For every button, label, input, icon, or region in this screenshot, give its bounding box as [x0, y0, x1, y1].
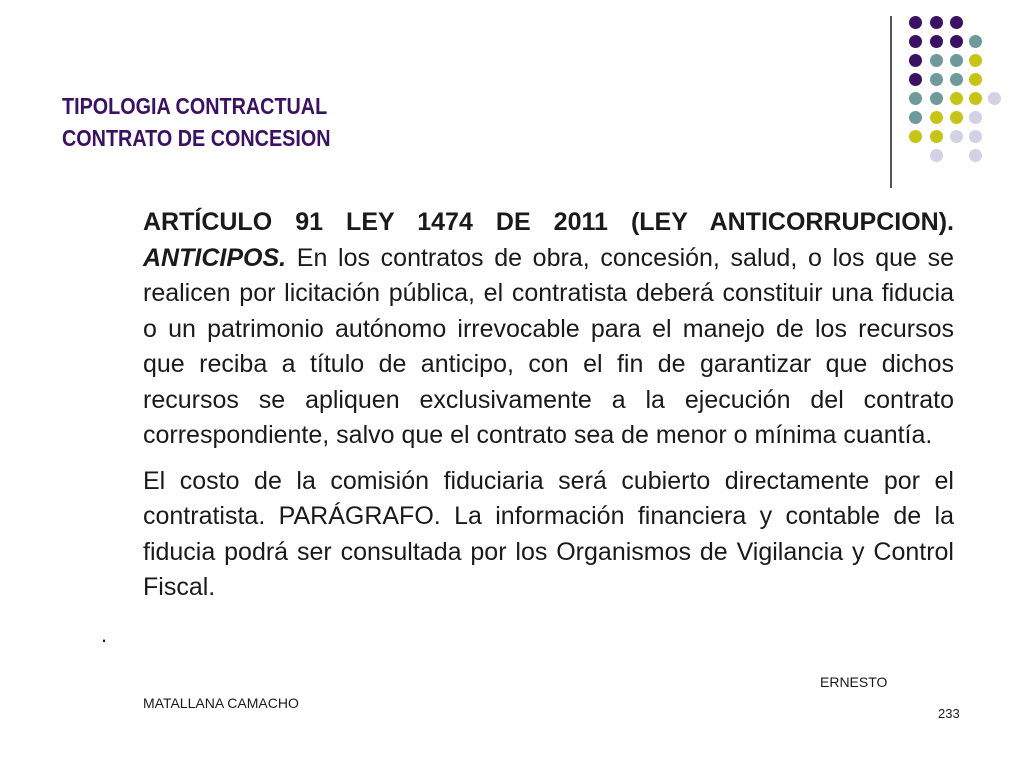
- dot: [930, 149, 943, 162]
- dot: [909, 111, 922, 124]
- dot: [969, 54, 982, 67]
- dot: [930, 130, 943, 143]
- dot: [969, 130, 982, 143]
- dot: [909, 54, 922, 67]
- author-last-name: MATALLANA CAMACHO: [143, 695, 299, 711]
- dot: [930, 35, 943, 48]
- dot: [950, 130, 963, 143]
- dot: [930, 73, 943, 86]
- dot: [969, 111, 982, 124]
- dot: [909, 130, 922, 143]
- dot: [969, 92, 982, 105]
- dot: [909, 35, 922, 48]
- dot: [950, 73, 963, 86]
- dot: [950, 92, 963, 105]
- article-paragraph-1: [143, 205, 954, 454]
- dot: [930, 92, 943, 105]
- title-line-1: TIPOLOGIA CONTRACTUAL: [62, 93, 328, 119]
- page-number: 233: [938, 706, 960, 721]
- dot: [969, 149, 982, 162]
- dot: [909, 92, 922, 105]
- article-subheading: ANTICIPOS.: [143, 243, 287, 272]
- dot: [909, 73, 922, 86]
- dot: [930, 111, 943, 124]
- dot: [950, 16, 963, 29]
- dot: [950, 54, 963, 67]
- article-paragraph-1-text: En los contratos de obra, concesión, salud, o los que se realicen por licitación pública, el contratista deberá constituir una fiducia o un patrimonio autónomo irrevocable para el manejo de los recursos que reciba a título de anticipo, con el fin de garantizar que dichos recursos se apliquen exclusivamente a la ejecución del contrato correspondiente, salvo que el contrato sea de menor o mínima cuantía.: [143, 243, 954, 449]
- article-heading: ARTÍCULO 91 LEY 1474 DE 2011 (LEY ANTICORRUPCION).: [143, 208, 954, 236]
- slide-title: [62, 90, 331, 154]
- article-paragraph-2: El costo de la comisión fiduciaria será cubierto directamente por el contratista. PARÁGRAFO. La información financiera y contable de la fiducia podrá ser consultada por los Organismos de Vigilancia y Control Fiscal.: [143, 466, 954, 601]
- author-first-name: ERNESTO: [820, 674, 888, 690]
- dot: [909, 16, 922, 29]
- divider-line: [890, 16, 892, 188]
- dot: [969, 35, 982, 48]
- dot: [988, 92, 1001, 105]
- bullet-mark: .: [101, 622, 108, 647]
- dot: [930, 16, 943, 29]
- dot: [950, 111, 963, 124]
- article-body: [143, 205, 954, 606]
- dot: [969, 73, 982, 86]
- dot: [950, 35, 963, 48]
- dot: [930, 54, 943, 67]
- title-line-2: CONTRATO DE CONCESION: [62, 125, 331, 151]
